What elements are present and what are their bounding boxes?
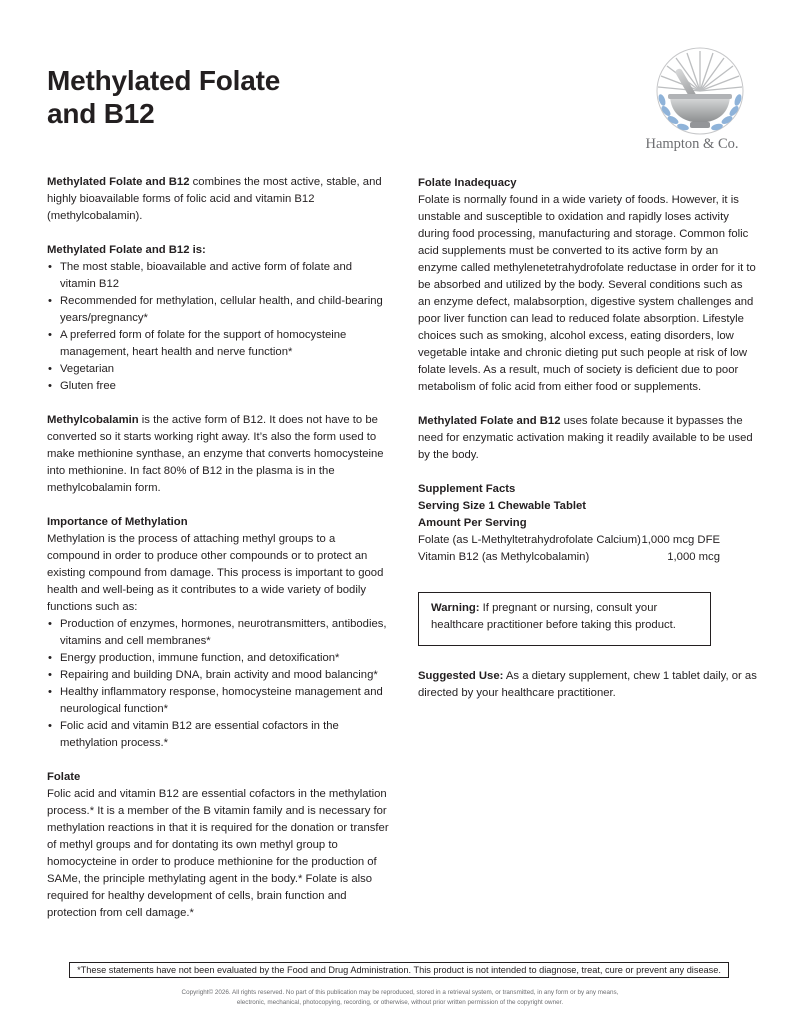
copyright-line-2: electronic, mechanical, photocopying, recording, or otherwise, without prior written permission of the copyright owner. — [236, 999, 564, 1006]
methylcobalamin-text: is the active form of B12. It does not have to be converted so it starts working right away. It’s also the form used to make methionine synthase, an enzyme that converts homocysteine into methionine. In fact 80% of B12 in the plasma is in the methylcobalamin form. — [47, 414, 384, 494]
suggested-use-text: As a dietary supplement, chew 1 tablet daily, or as directed by your healthcare practitioner. — [418, 670, 757, 699]
brand-name: Hampton & Co. — [645, 136, 739, 152]
intro-text: combines the most active, stable, and highly bioavailable forms of folic acid and vitamin B12 (methylcobalamin). — [47, 176, 382, 222]
page-title — [47, 64, 280, 130]
list-item: • Energy production, immune function, and detoxification* — [47, 650, 389, 667]
fact-amount: 1,000 mcg — [667, 551, 720, 563]
uses-text: uses folate because it bypasses the need for enzymatic activation making it readily available to be used by the body. — [418, 415, 753, 461]
list-item: • Healthy inflammatory response, homocysteine management and neurological function* — [47, 684, 389, 718]
fact-amount: 1,000 mcg DFE — [641, 534, 720, 546]
copyright-line-1: Copyright© 2026. All rights reserved. No part of this publication may be reproduced, stored in a retrieval system, or transmitted, in any form or by any means, — [181, 989, 619, 996]
title-line-2: and B12 — [47, 98, 155, 129]
list-item: • Vegetarian — [47, 361, 389, 378]
importance-list — [47, 616, 389, 752]
list-item: • Recommended for methylation, cellular health, and child-bearing years/pregnancy* — [47, 293, 389, 327]
amount-per-serving: Amount Per Serving — [418, 517, 527, 529]
uses-bold: Methylated Folate and B12 — [418, 415, 561, 427]
warning-box — [418, 592, 711, 646]
left-column — [47, 174, 389, 922]
list-item: • Gluten free — [47, 378, 389, 395]
suggested-use — [418, 668, 758, 702]
list-item: • Production of enzymes, hormones, neurotransmitters, antibodies, vitamins and cell membranes* — [47, 616, 389, 650]
fda-disclaimer: *These statements have not been evaluated by the Food and Drug Administration. This product is not intended to diagnose, treat, cure or prevent any disease. — [69, 962, 729, 978]
intro-bold: Methylated Folate and B12 — [47, 176, 190, 188]
list-item: • The most stable, bioavailable and active form of folate and vitamin B12 — [47, 259, 389, 293]
folate-paragraph: Folic acid and vitamin B12 are essential cofactors in the methylation process.* It is a member of the B vitamin family and is necessary for methylation reactions in that it is required for the donation or transfer of methyl groups and for dontating its own methyl group to homocycteine in order to produce methionine for the production of SAMe, the principle methylating agent in the body.* Folate is also required for healthy development of cells, brain function and protection from cell damage.* — [47, 788, 389, 919]
importance-paragraph: Methylation is the process of attaching methyl groups to a compound in order to produce other compounds or to protect an existing compound from damage. This process is important to good health and well-being as it contributes to a wide variety of bodily functions such as: — [47, 533, 384, 613]
facts-row — [418, 549, 720, 566]
copyright-notice — [100, 988, 700, 1008]
methylcobalamin-bold: Methylcobalamin — [47, 414, 139, 426]
importance-heading: Importance of Methylation — [47, 516, 188, 528]
list-item: • Folic acid and vitamin B12 are essential cofactors in the methylation process.* — [47, 718, 389, 752]
supplement-facts-heading: Supplement Facts — [418, 483, 516, 495]
warning-label: Warning: — [431, 602, 480, 614]
facts-row — [418, 532, 720, 549]
is-list — [47, 259, 389, 395]
list-item: • A preferred form of folate for the support of homocysteine management, heart health and nerve function* — [47, 327, 389, 361]
intro-paragraph — [47, 174, 389, 225]
serving-size: Serving Size 1 Chewable Tablet — [418, 500, 587, 512]
suggested-use-label: Suggested Use: — [418, 670, 504, 682]
fact-name: Vitamin B12 (as Methylcobalamin) — [418, 551, 590, 563]
methylcobalamin-paragraph — [47, 412, 389, 497]
uses-paragraph — [418, 413, 758, 464]
right-column — [418, 175, 758, 566]
folate-heading: Folate — [47, 771, 81, 783]
fact-name: Folate (as L-Methyltetrahydrofolate Calcium) — [418, 534, 641, 546]
is-heading: Methylated Folate and B12 is: — [47, 244, 206, 256]
title-line-1: Methylated Folate — [47, 65, 281, 96]
inadequacy-heading: Folate Inadequacy — [418, 177, 517, 189]
warning-text: If pregnant or nursing, consult your healthcare practitioner before taking this product. — [431, 602, 676, 631]
list-item: • Repairing and building DNA, brain activity and mood balancing* — [47, 667, 389, 684]
inadequacy-paragraph: Folate is normally found in a wide variety of foods. However, it is unstable and susceptible to oxidation and rapidly loses activity during food processing, manufacturing and storage. Common folic acid supplements must be converted to its active form by an enzyme called methylenetetrahydrofolate reductase in order for it to be absorbed and utilized by the body. Several conditions such as an enzyme defect, malabsorption, digestive system challenges and poor liver function can lead to reduced folate absorption. Lifestyle choices such as smoking, alcohol excess, eating disorders, low vegetable intake and chronic dieting put such people at risk of low folate levels. As a result, much of society is deficient due to poor metabolism of folic acid from either food or supplements. — [418, 194, 756, 393]
